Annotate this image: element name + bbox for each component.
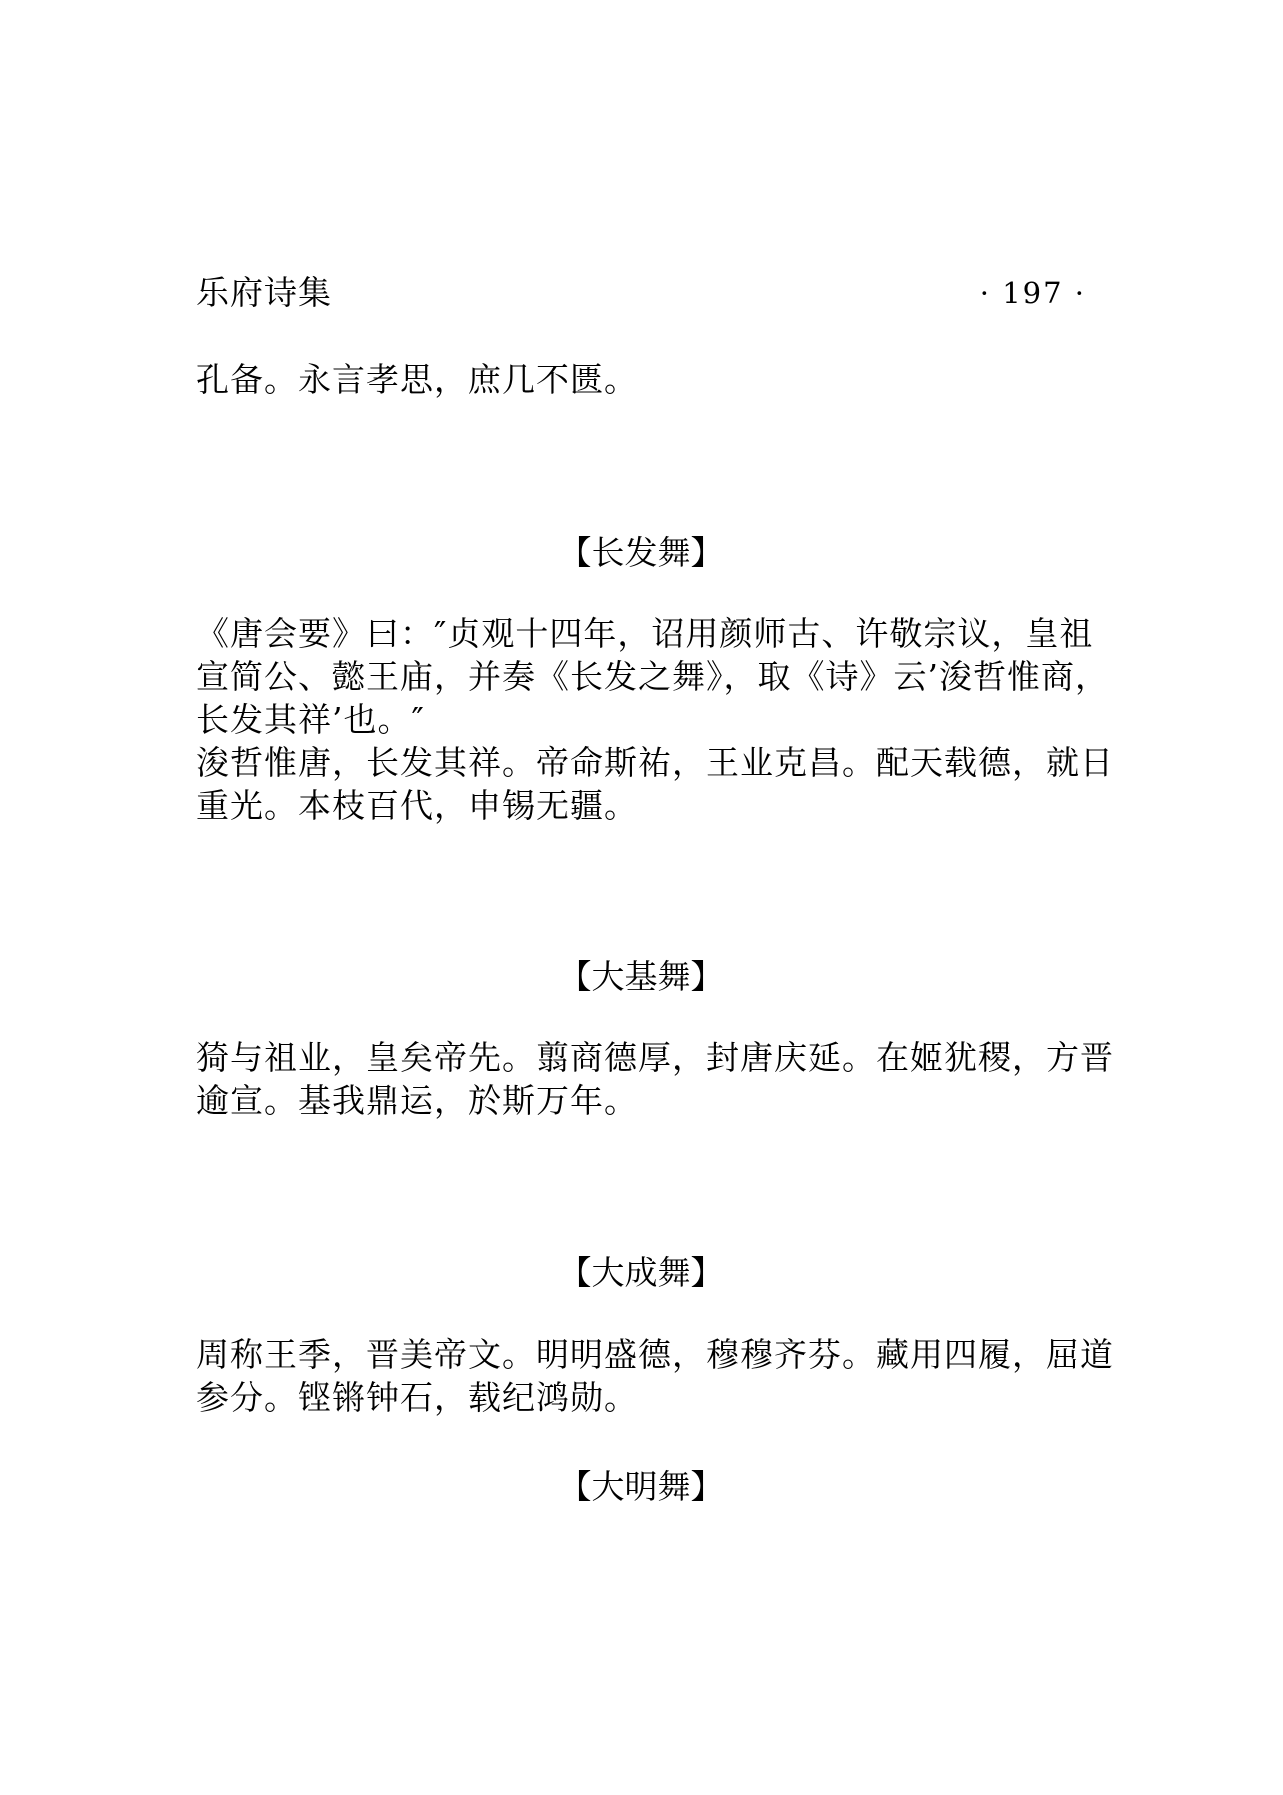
section-title-daji: 【大基舞】 [558, 957, 724, 996]
section-poem-daji [196, 1036, 1114, 1122]
page-number: · 197 · [979, 276, 1086, 310]
section-poem-dacheng [196, 1333, 1114, 1419]
section-title-changfa: 【长发舞】 [558, 533, 724, 572]
section-title-daming: 【大明舞】 [558, 1467, 724, 1506]
section-poem-changfa [196, 741, 1114, 827]
opening-text-line: 孔备。永言孝思，庶几不匮。 [196, 360, 638, 399]
book-title: 乐府诗集 [196, 273, 332, 312]
note-line: 宣简公、懿王庙，并奏《长发之舞》，取《诗》云’浚哲惟商， [196, 657, 1109, 696]
poem-line: 参分。铿锵钟石，载纪鸿勋。 [196, 1378, 638, 1417]
poem-line: 周称王季，晋美帝文。明明盛德，穆穆齐芬。藏用四履，屈道 [196, 1335, 1114, 1374]
poem-line: 浚哲惟唐，长发其祥。帝命斯祐，王业克昌。配天载德，就日 [196, 743, 1114, 782]
section-title-dacheng: 【大成舞】 [558, 1253, 724, 1292]
poem-line: 猗与祖业，皇矣帝先。翦商德厚，封唐庆延。在姬犹稷，方晋 [196, 1038, 1114, 1077]
note-line: 长发其祥’也。″ [196, 700, 425, 739]
poem-line: 重光。本枝百代，申锡无疆。 [196, 786, 638, 825]
poem-line: 逾宣。基我鼎运，於斯万年。 [196, 1081, 638, 1120]
running-header [196, 268, 1086, 318]
note-line: 《唐会要》曰：″贞观十四年，诏用颜师古、许敬宗议，皇祖 [196, 614, 1094, 653]
section-note-changfa [196, 612, 1109, 741]
